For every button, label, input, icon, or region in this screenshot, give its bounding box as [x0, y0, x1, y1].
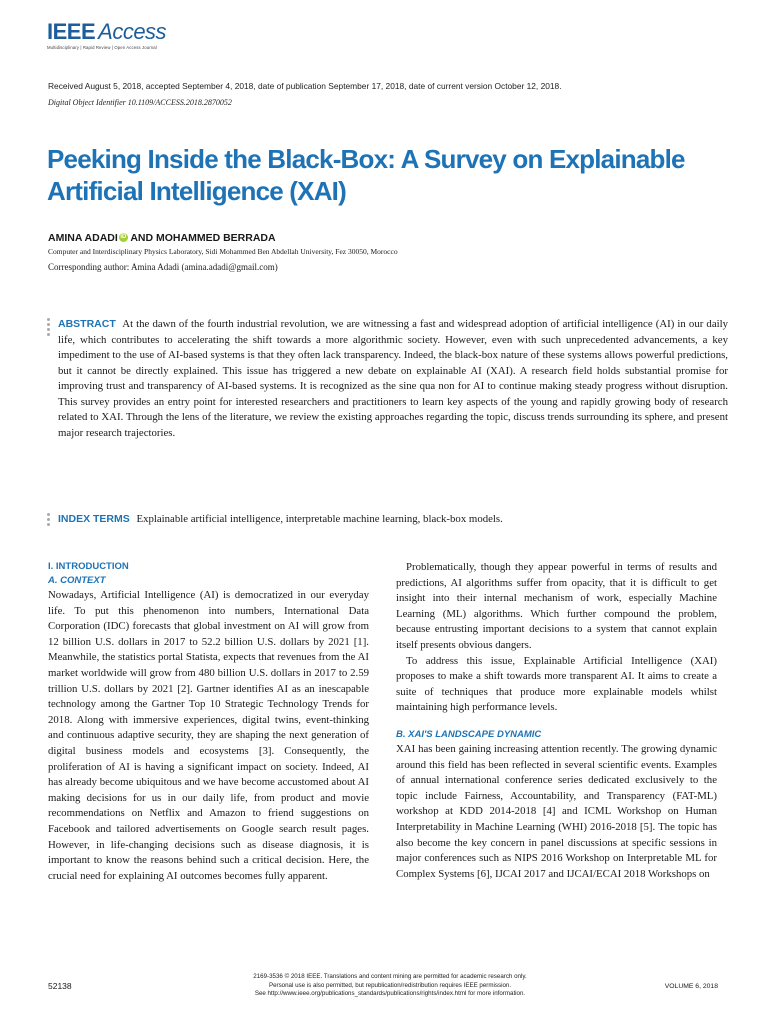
copyright-line-2: Personal use is also permitted, but republication/redistribution requires IEEE permission.	[268, 981, 512, 989]
received-dates: Received August 5, 2018, accepted September 4, 2018, date of publication September 17, 2018, date of current version October 12, 2018.	[48, 81, 562, 91]
journal-logo	[47, 20, 166, 50]
logo-tagline: Multidisciplinary | Rapid Review | Open Access Journal	[47, 45, 157, 50]
volume-info: VOLUME 6, 2018	[664, 983, 718, 990]
copyright-line-1: 2169-3536 © 2018 IEEE. Translations and content mining are permitted for academic research only.	[253, 973, 527, 980]
paragraph-landscape: XAI has been gaining increasing attention recently. The growing dynamic around this field has been reflected in several scientific events. Examples of annual international conference series dedicated exclusively to the topic include Fairness, Accountability, and Transparency (FAT-ML) workshop at KDD 2014-2018 [4] and ICML Workshop on Human Interpretability in Machine Learning (WHI) 2016-2018 [5]. The topic has also become the key concern in panel discussions at specific sessions in major conferences such as NIPS 2016 Workshop on Interpretable ML for Complex Systems [6], IJCAI 2017 and IJCAI/ECAI 2018 Workshops on	[396, 742, 717, 880]
orcid-icon[interactable]: iD	[120, 234, 127, 240]
logo-wordmark	[47, 20, 166, 44]
doi: Digital Object Identifier 10.1109/ACCESS.2018.2870052	[48, 98, 232, 107]
paragraph-context: Nowadays, Artificial Intelligence (AI) is democratized in our everyday life. To put this phenomenon into numbers, International Data Corporation (IDC) forecasts that global investment on AI will grow from 12 billion U.S. dollars in 2017 to 52.2 billion U.S. dollars by 2021 [1]. Meanwhile, the statistics portal Statista, expects that revenues from the AI market worldwide will grow from 480 billion U.S. dollars in 2017 to 2.59 trillion U.S. dollars by 2021 [2]. Gartner identifies AI as an inescapable technology among the Gartner Top 10 Strategic Technology Trends for 2018. Along with immersive experiences, digital twins, event-thinking and continuous adaptive security, they are shaping the next generation of digital business models and ecosystems [3]. Consequently, the proliferation of AI is having a significant impact on society. Indeed, AI has already become ubiquitous and we have become accustomed about AI making decisions for us in our daily life, from product and movie recommendations on Netflix and Amazon to friend suggestions on Facebook and tailored advertisements on Google search result pages. However, in life-changing decisions such as disease diagnosis, it is important to know the reasons behind such a critical decision. Here, the crucial need for explaining AI outcomes becomes fully apparent.	[48, 589, 369, 882]
logo-ieee: IEEE	[47, 19, 96, 44]
authors	[48, 232, 276, 244]
right-column	[396, 560, 717, 882]
abstract	[58, 317, 728, 441]
affiliation: Computer and Interdisciplinary Physics Laboratory, Sidi Mohammed Ben Abdellah University, Fez 30050, Morocco	[48, 247, 398, 256]
paragraph-address-issue: To address this issue, Explainable Artificial Intelligence (XAI) proposes to make a shift towards more transparent AI. It aims to create a suite of techniques that produce more explainable models whilst maintaining high performance levels.	[396, 654, 717, 714]
index-terms-text: Explainable artificial intelligence, interpretable machine learning, black-box models.	[136, 513, 503, 525]
paragraph-problematically: Problematically, though they appear powerful in terms of results and predictions, AI algorithms suffer from opacity, that it is difficult to get insight into their internal mechanism of work, especially Machine Learning (ML) algorithms. Which further compound the problem, because entrusting important decisions to a system that cannot explain itself presents obvious dangers.	[396, 561, 717, 651]
paper-title: Peeking Inside the Black-Box: A Survey on Explainable Artificial Intelligence (XAI)	[47, 144, 685, 206]
copyright-line-3[interactable]: See http://www.ieee.org/publications_standards/publications/rights/index.html for more information.	[254, 990, 526, 998]
corresponding-author: Corresponding author: Amina Adadi (amina.adadi@gmail.com)	[48, 262, 278, 272]
abstract-text: At the dawn of the fourth industrial revolution, we are witnessing a fast and widespread adoption of artificial intelligence (AI) in our daily life, which contributes to accelerating the shift towards a more algorithmic society. However, even with such unprecedented advancements, a key impediment to the use of AI-based systems is that they often lack transparency. Indeed, the black-box nature of these systems allows powerful predictions, but it cannot be directly explained. This issue has triggered a new debate on explainable AI (XAI). A research field holds substantial promise for improving trust and transparency of AI-based systems. It is recognized as the sine qua non for AI to continue making steady progress without disruption. This survey provides an entry point for interested researchers and practitioners to learn key aspects of the young and rapidly growing body of research related to XAI. Through the lens of the literature, we review the existing approaches regarding the topic, discuss trends surrounding its sphere, and present major research trajectories.	[58, 318, 729, 439]
index-terms-label: INDEX TERMS	[58, 513, 130, 525]
copyright-notice	[190, 973, 590, 999]
subsection-heading-context: A. CONTEXT	[48, 575, 106, 586]
abstract-dots-icon	[47, 318, 51, 338]
page-number: 52138	[48, 981, 72, 991]
section-heading: I. INTRODUCTION	[48, 561, 129, 572]
logo-access: Access	[98, 19, 167, 44]
left-column	[48, 560, 369, 884]
index-terms	[58, 513, 503, 525]
index-terms-dots-icon	[47, 513, 51, 528]
author-first: AMINA ADADI	[48, 232, 118, 244]
author-rest: AND MOHAMMED BERRADA	[127, 232, 276, 244]
abstract-label: ABSTRACT	[58, 318, 116, 330]
subsection-heading-landscape: B. XAI'S LANDSCAPE DYNAMIC	[396, 728, 542, 740]
